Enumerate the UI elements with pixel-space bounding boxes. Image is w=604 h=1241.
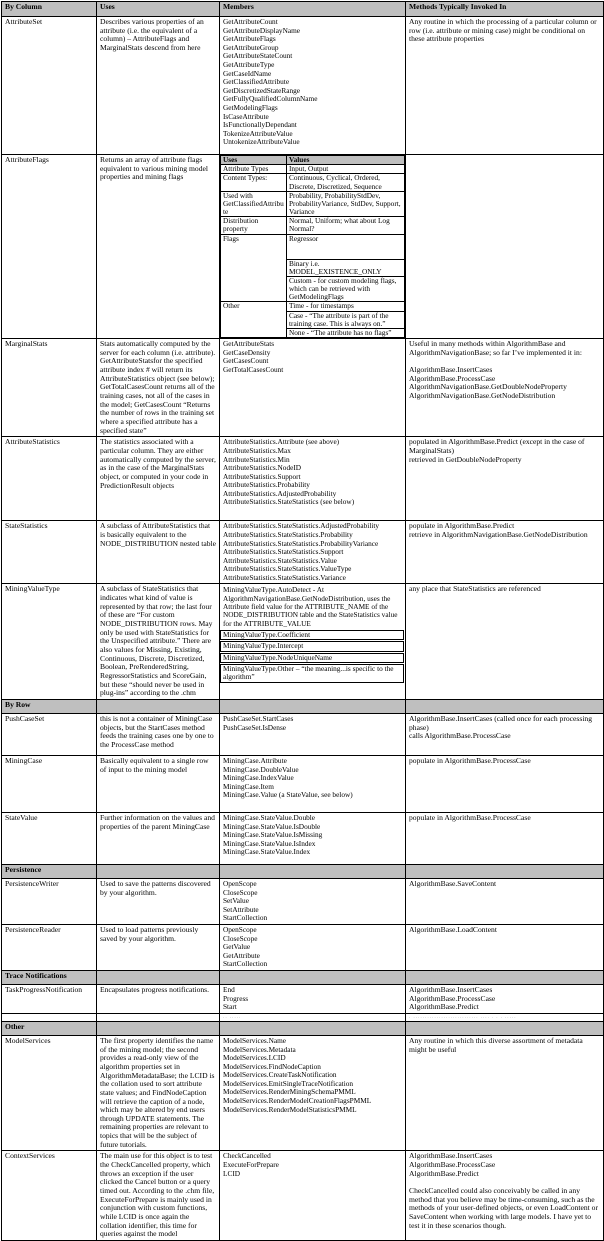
section-title: By Row	[2, 700, 97, 714]
member-item: SetValue	[223, 896, 249, 906]
member-item: ModelServices.RenderMiningSchemaPMML	[223, 1087, 356, 1097]
methods-invoked-in	[406, 155, 604, 339]
section-title-spacer	[97, 1021, 220, 1035]
member-item: AttributeStatistics.Attribute (see above)	[223, 437, 340, 447]
flag-values: Binary i.e. MODEL_EXISTENCE_ONLY	[287, 259, 405, 276]
clipped-cell: ·· ·····	[220, 1013, 406, 1021]
uses-description: The statistics associated with a particular column. They are either automatically computed by the server, as in the case of the MarginalStats object, or computed in your code in PredictionResult objects	[97, 437, 220, 521]
member-item: GetValue	[223, 942, 251, 952]
member-item: OpenScope	[223, 924, 257, 934]
member-item: OpenScope	[223, 879, 257, 888]
members-cell	[220, 756, 406, 813]
clipped-page-break-row	[2, 1013, 604, 1021]
flag-category: Distribution property	[221, 217, 287, 234]
uses-description: The main use for this object is to test the CheckCancelled property, which throws an exception if the user clicked the Cancel button or a query timed out. According to the .chm file, ExecuteForPrepare is mainly used in conjunction with custom functions, while LCID is once again the collation identifier, this time for queries against the model	[97, 1151, 220, 1241]
section-title-spacer	[220, 970, 406, 984]
inner-row	[221, 174, 405, 191]
method-line: AlgorithmBase.Predict	[409, 1002, 479, 1012]
object-name: ContextServices	[2, 1151, 97, 1241]
methods-invoked-in	[406, 1151, 604, 1241]
member-item: CheckCancelled	[223, 1151, 271, 1161]
members-cell	[220, 17, 406, 155]
section-title-spacer	[406, 700, 604, 714]
member-item: AttributeStatistics.Min	[223, 454, 290, 464]
section-title-spacer	[406, 1021, 604, 1035]
uses-description: Used to save the patterns discovered by your algorithm.	[97, 879, 220, 925]
member-item: MiningCase.StateValue.Index	[223, 847, 311, 857]
member-item: AttributeStatistics.StateStatistics.Probability	[223, 529, 353, 539]
member-item: SetAttribute	[223, 904, 259, 914]
inner-row	[221, 191, 405, 217]
flag-category: Used with GetClassifiedAttribute	[221, 191, 287, 217]
member-item: GetAttributeCount	[223, 17, 278, 26]
member-item: MiningCase.StateValue.IsIndex	[223, 838, 316, 848]
table-row	[2, 1035, 604, 1151]
section-title-spacer	[220, 700, 406, 714]
member-item: GetCaseIdName	[223, 68, 272, 78]
member-item: AttributeStatistics.StateStatistics (see below)	[223, 497, 355, 507]
member-item: AttributeStatistics.StateStatistics.AdjustedProbability	[223, 521, 380, 531]
clipped-cell	[97, 1013, 220, 1021]
member-item: GetFullyQualifiedColumnName	[223, 94, 318, 104]
members-cell	[220, 924, 406, 970]
member-item: ModelServices.RenderModelStatisticsPMML	[223, 1104, 357, 1114]
flag-values: Time - for timestamps	[287, 302, 405, 311]
column-header: Members	[220, 2, 406, 17]
object-name: PersistenceWriter	[2, 879, 97, 925]
section-title-spacer	[97, 865, 220, 879]
member-item: AttributeStatistics.StateStatistics.Support	[223, 547, 344, 557]
member-item: PushCaseSet.IsDense	[223, 722, 287, 732]
object-name: AttributeFlags	[2, 155, 97, 339]
member-item: Start	[223, 1002, 237, 1012]
members-cell	[220, 584, 406, 700]
table-row	[2, 339, 604, 437]
flag-category: Content Types:	[221, 174, 287, 191]
flag-values: Custom - for custom modeling flags, which can be retrieved with GetModelingFlags	[287, 276, 405, 302]
member-box: MiningValueType.NodeUniqueName	[220, 653, 404, 663]
member-item: GetAttributeGroup	[223, 42, 279, 52]
uses-description: Encapsulates progress notifications.	[97, 984, 220, 1013]
method-line: Any routine in which this diverse assortment of metadata might be useful	[409, 1035, 583, 1054]
inner-row	[221, 217, 405, 234]
member-item: MiningCase.Attribute	[223, 756, 287, 765]
table-row	[2, 813, 604, 865]
flag-values: Case - “The attribute is part of the training case. This is always on.”	[287, 311, 405, 328]
member-item: MiningCase.StateValue.Double	[223, 813, 316, 822]
member-item: ModelServices.Name	[223, 1035, 287, 1045]
object-name: PersistenceReader	[2, 924, 97, 970]
method-line: AlgorithmBase.SaveContent	[409, 879, 497, 888]
inner-row	[221, 234, 405, 259]
inner-column-header: Values	[287, 156, 405, 165]
member-item: IsFunctionallyDependant	[223, 120, 297, 130]
methods-invoked-in	[406, 714, 604, 756]
flag-category: Attribute Types	[221, 165, 287, 174]
section-header-row	[2, 1021, 604, 1035]
member-item: CloseScope	[223, 933, 258, 943]
method-line: AlgorithmBase.InsertCases	[409, 1151, 493, 1161]
flag-values: Input, Output	[287, 165, 405, 174]
table-row	[2, 155, 604, 339]
methods-invoked-in	[406, 437, 604, 521]
method-line: populate in AlgorithmBase.ProcessCase	[409, 813, 531, 822]
member-item: ModelServices.Metadata	[223, 1044, 296, 1054]
method-line: any place that StateStatistics are referenced	[409, 584, 541, 594]
member-item: AttributeStatistics.StateStatistics.ProbabilityVariance	[223, 538, 379, 548]
member-box: MiningValueType.AutoDetect - At AlgorithmNavigationBase.GetNodeDistribution, uses the Attribute field value for the ATTRIBUTE_NAME of the NODE_DISTRIBUTION table and the StateStatistics value for the ATTRIBUTE_VALUE	[223, 585, 398, 628]
api-reference-table	[1, 1, 604, 1241]
member-item: GetCasesCount	[223, 356, 269, 366]
method-line: populated in AlgorithmBase.Predict (except in the case of MarginalStats)	[409, 437, 585, 455]
member-item: CloseScope	[223, 887, 258, 897]
members-cell	[220, 879, 406, 925]
table-row	[2, 17, 604, 155]
column-header: By Column	[2, 2, 97, 17]
member-item: ModelServices.EmitSingleTraceNotification	[223, 1078, 354, 1088]
methods-invoked-in	[406, 813, 604, 865]
section-title-spacer	[406, 865, 604, 879]
object-name: MiningCase	[2, 756, 97, 813]
table-row	[2, 714, 604, 756]
table-header-row	[2, 2, 604, 17]
methods-invoked-in	[406, 17, 604, 155]
flag-values: Regressor	[287, 234, 405, 259]
member-item: AttributeStatistics.Support	[223, 471, 301, 481]
members-cell	[220, 339, 406, 437]
flag-values: Probability, ProbabilityStdDev, ProbabilityVariance, StdDev, Support, Variance	[287, 191, 405, 217]
uses-description: A subclass of AttributeStatistics that is basically equivalent to the NODE_DISTRIBUTION nested table	[97, 521, 220, 584]
uses-description: Describes various properties of an attribute (i.e. the equivalent of a column) – AttributeFlags and MarginalStats descend from here	[97, 17, 220, 155]
table-row	[2, 879, 604, 925]
method-line: AlgorithmBase.ProcessCase	[409, 373, 496, 383]
member-box: MiningValueType.Coefficient	[220, 630, 404, 640]
uses-description: A subclass of StateStatistics that indicates what kind of value is represented by that row; the last four of these are “For custom NODE_DISTRIBUTION rows. May only be used with StateStatistics for the Unspecified attribute.” There are also values for Missing, Existing, Continuous, Discrete, Discretized, Boolean, PreRenderedString, RegressorStatistics and ScoreGain, but these “should never be used in plug-ins” according to the .chm	[97, 584, 220, 700]
method-line: populate in AlgorithmBase.Predict	[409, 521, 515, 531]
member-item: Progress	[223, 993, 249, 1003]
member-item: LCID	[223, 1168, 241, 1178]
object-name: AttributeStatistics	[2, 437, 97, 521]
members-cell	[220, 1151, 406, 1241]
methods-invoked-in	[406, 984, 604, 1013]
table-row	[2, 756, 604, 813]
method-line: calls AlgorithmBase.ProcessCase	[409, 731, 511, 741]
member-item: ModelServices.LCID	[223, 1053, 286, 1063]
methods-invoked-in	[406, 756, 604, 813]
uses-description: Used to load patterns previously saved by your algorithm.	[97, 924, 220, 970]
member-item: MiningCase.DoubleValue	[223, 764, 299, 774]
member-item: GetCaseDensity	[223, 347, 271, 357]
member-item: AttributeStatistics.NodeID	[223, 463, 302, 473]
flag-values: None - “The attribute has no flags”	[287, 328, 405, 337]
member-item: MiningCase.StateValue.IsMissing	[223, 830, 323, 840]
member-item: MiningCase.Item	[223, 781, 274, 791]
column-header: Methods Typically Invoked In	[406, 2, 604, 17]
member-item: PushCaseSet.StartCases	[223, 714, 294, 723]
member-item: GetAttributeType	[223, 59, 275, 69]
uses-description: Further information on the values and properties of the parent MiningCase	[97, 813, 220, 865]
methods-invoked-in	[406, 924, 604, 970]
member-item: End	[223, 984, 235, 994]
method-line: AlgorithmBase.InsertCases	[409, 365, 493, 374]
clipped-cell: · ···························· ···· · · · ·····	[406, 1013, 604, 1021]
member-item: AttributeStatistics.StateStatistics.ValueType	[223, 564, 352, 574]
uses-description: this is not a container of MiningCase objects, but the StartCases method feeds the training cases one by one to the ProcessCase method	[97, 714, 220, 756]
section-title: Other	[2, 1021, 97, 1035]
member-item: GetModelingFlags	[223, 102, 278, 112]
member-item: MiningCase.StateValue.IsDouble	[223, 821, 321, 831]
flag-category: Flags	[221, 234, 287, 302]
uses-description: Returns an array of attribute flags equivalent to various mining model properties and mining flags	[97, 155, 220, 339]
member-item: MiningCase.Value (a StateValue, see below)	[223, 790, 353, 800]
table-row	[2, 521, 604, 584]
section-title-spacer	[220, 865, 406, 879]
table-row	[2, 584, 604, 700]
clipped-cell	[2, 1013, 97, 1021]
member-item: ExecuteForPrepare	[223, 1160, 279, 1170]
flag-values: Continuous, Cyclical, Ordered, Discrete, Discretized, Sequence	[287, 174, 405, 191]
member-item: GetAttributeDisplayName	[223, 25, 301, 35]
inner-column-header: Uses	[221, 156, 287, 165]
member-item: AttributeStatistics.Max	[223, 445, 291, 455]
member-item: IsCaseAttribute	[223, 111, 269, 121]
method-line: CheckCancelled could also conceivably be called in any method that you believe may be time-consuming, such as the methods of your user-defined objects, or even LoadContent or SaveContent when working with large models. I have yet to test it in these scenarios though.	[409, 1186, 599, 1230]
section-title-spacer	[97, 970, 220, 984]
methods-invoked-in	[406, 879, 604, 925]
members-cell	[220, 437, 406, 521]
object-name: ModelServices	[2, 1035, 97, 1151]
flag-values: Normal, Uniform; what about Log Normal?	[287, 217, 405, 234]
member-box: MiningValueType.Other – “the meaning...is specific to the algorithm”	[220, 664, 404, 683]
section-header-row	[2, 865, 604, 879]
document-page	[0, 1, 604, 1239]
methods-invoked-in	[406, 584, 604, 700]
object-name: PushCaseSet	[2, 714, 97, 756]
flag-category: Other	[221, 302, 287, 338]
object-name: TaskProgressNotification	[2, 984, 97, 1013]
method-line: AlgorithmBase.ProcessCase	[409, 1160, 496, 1170]
table-row	[2, 924, 604, 970]
uses-description: Basically equivalent to a single row of input to the mining model	[97, 756, 220, 813]
members-cell	[220, 813, 406, 865]
object-name: StateValue	[2, 813, 97, 865]
table-row	[2, 437, 604, 521]
member-item: AttributeStatistics.AdjustedProbability	[223, 488, 337, 498]
uses-description: The first property identifies the name of the mining model; the second provides a read-only view of the algorithm properties set in AlgorithmMetadataBase; the LCID is the collation used to sort attribute state values; and FindNodeCaption will retrieve the caption of a node, which may be altered by end users through UPDATE statements. The remaining properties are relevant to topics that will be the subject of future tutorials.	[97, 1035, 220, 1151]
methods-invoked-in	[406, 339, 604, 437]
section-title: Persistence	[2, 865, 97, 879]
members-cell	[220, 984, 406, 1013]
methods-invoked-in	[406, 1035, 604, 1151]
object-name: AttributeSet	[2, 17, 97, 155]
section-title: Trace Notifications	[2, 970, 97, 984]
member-item: AttributeStatistics.StateStatistics.Value	[223, 555, 337, 565]
uses-description: Stats automatically computed by the server for each column (i.e. attribute). GetAttributeStatsfor the specified attribute index # will return its AttributeStatistics object (see below); GetTotalCasesCount returns all of the training cases, not all of the cases in the model; GetCasesCount “Returns the number of rows in the training set where a specified attribute has a specified state”	[97, 339, 220, 437]
method-line: Any routine in which the processing of a particular column or row (i.e. attribute or mining case) might be conditional on these attribute properties	[409, 17, 597, 44]
member-item: ModelServices.RenderModelCreationFlagsPMML	[223, 1096, 372, 1106]
inner-row	[221, 302, 405, 311]
member-item: StartCollection	[223, 913, 268, 923]
table-row	[2, 984, 604, 1013]
method-line: AlgorithmBase.Predict	[409, 1168, 479, 1178]
method-line: AlgorithmNavigationBase.GetDoubleNodeProperty	[409, 382, 567, 392]
method-line: Useful in many methods within AlgorithmBase and AlgorithmNavigationBase; so far I’ve implemented it in:	[409, 339, 582, 357]
member-item: GetDiscretizedStateRange	[223, 85, 300, 95]
member-item: GetAttributeStateCount	[223, 51, 293, 61]
members-cell	[220, 155, 406, 339]
method-line: retrieve in AlgorithmNavigationBase.GetNodeDistribution	[409, 529, 588, 539]
method-line: populate in AlgorithmBase.ProcessCase	[409, 756, 531, 765]
section-title-spacer	[406, 970, 604, 984]
member-item: UntokenizeAttributeValue	[223, 137, 300, 147]
section-title-spacer	[220, 1021, 406, 1035]
section-header-row	[2, 970, 604, 984]
object-name: MiningValueType	[2, 584, 97, 700]
object-name: StateStatistics	[2, 521, 97, 584]
method-line: retrieved in GetDoubleNodeProperty	[409, 454, 522, 464]
table-row	[2, 1151, 604, 1241]
section-title-spacer	[97, 700, 220, 714]
methods-invoked-in	[406, 521, 604, 584]
member-item: ModelServices.FindNodeCaption	[223, 1061, 321, 1071]
method-line: AlgorithmBase.InsertCases (called once for each processing phase)	[409, 714, 593, 732]
column-header: Uses	[97, 2, 220, 17]
members-cell	[220, 1035, 406, 1151]
object-name: MarginalStats	[2, 339, 97, 437]
member-item: GetAttributeStats	[223, 339, 275, 349]
member-item: AttributeStatistics.StateStatistics.Variance	[223, 572, 346, 582]
member-box: MiningValueType.Intercept	[220, 641, 404, 651]
member-item: GetAttributeFlags	[223, 34, 276, 44]
member-item: StartCollection	[223, 959, 268, 969]
method-line: AlgorithmBase.ProcessCase	[409, 993, 496, 1003]
method-line: AlgorithmNavigationBase.GetNodeDistribution	[409, 390, 556, 400]
member-item: GetClassifiedAttribute	[223, 77, 290, 87]
members-cell	[220, 714, 406, 756]
member-item: AttributeStatistics.Probability	[223, 480, 310, 490]
member-item: ModelServices.CreateTaskNotification	[223, 1070, 337, 1080]
method-line: AlgorithmBase.InsertCases	[409, 984, 493, 994]
member-item: MiningCase.IndexValue	[223, 773, 294, 783]
method-line: AlgorithmBase.LoadContent	[409, 924, 497, 934]
member-item: GetTotalCasesCount	[223, 364, 284, 374]
member-item: GetAttribute	[223, 950, 260, 960]
members-cell	[220, 521, 406, 584]
section-header-row	[2, 700, 604, 714]
member-item: TokenizeAttributeValue	[223, 128, 293, 138]
